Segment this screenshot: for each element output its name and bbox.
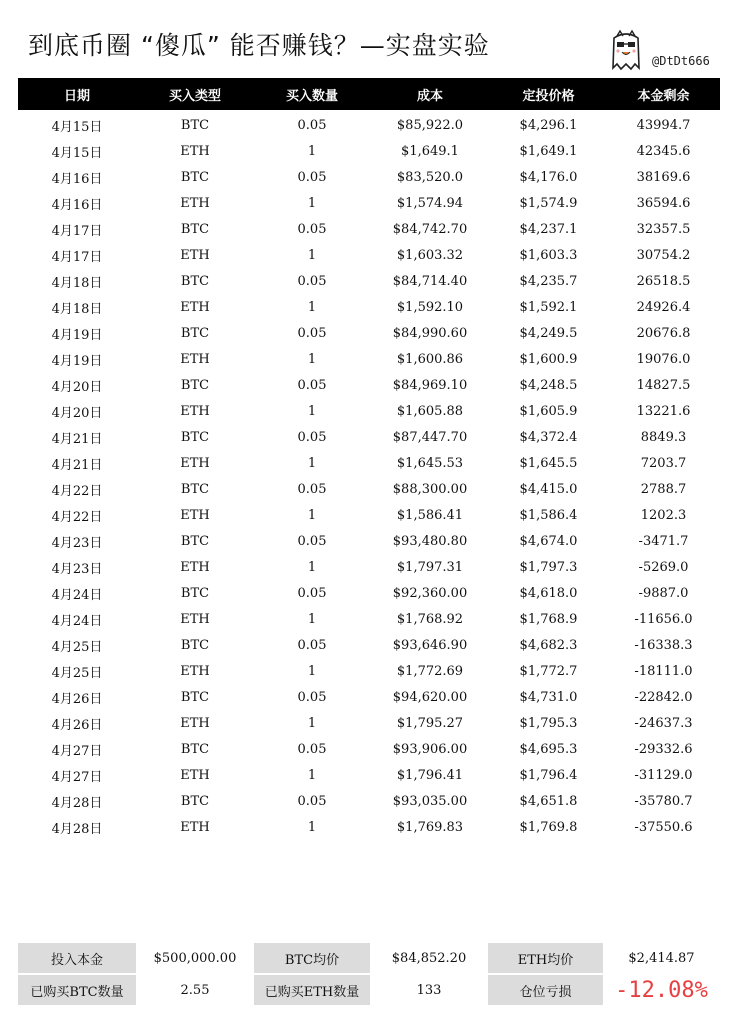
cell-cost: $84,742.70 — [392, 221, 468, 237]
column-header-date: 日期 — [63, 88, 90, 104]
cell-date: 4月20日 — [51, 379, 103, 395]
table-row — [18, 346, 720, 372]
cell-cost: $84,990.60 — [392, 325, 468, 341]
cell-dca-price: $1,586.4 — [519, 507, 578, 523]
cell-dca-price: $4,248.5 — [519, 377, 578, 393]
cell-type: BTC — [180, 689, 210, 705]
cell-dca-price: $1,797.3 — [519, 559, 578, 575]
cell-date: 4月19日 — [51, 327, 103, 343]
cell-cost: $1,592.10 — [396, 299, 464, 315]
table-row — [18, 268, 720, 294]
cell-quantity: 1 — [307, 715, 317, 731]
btc-avg-label: BTC均价 — [254, 943, 370, 973]
cell-cost: $1,645.53 — [396, 455, 464, 471]
cell-quantity: 1 — [307, 559, 317, 575]
table-row — [18, 190, 720, 216]
cell-type: BTC — [180, 533, 210, 549]
cell-quantity: 0.05 — [297, 793, 327, 809]
cell-dca-price: $1,769.8 — [519, 819, 578, 835]
table-row — [18, 710, 720, 736]
cell-remaining: -29332.6 — [634, 741, 693, 757]
cell-cost: $1,586.41 — [396, 507, 464, 523]
cell-dca-price: $4,618.0 — [519, 585, 578, 601]
cell-quantity: 0.05 — [297, 585, 327, 601]
cell-remaining: -5269.0 — [638, 559, 689, 575]
cell-remaining: 32357.5 — [636, 221, 691, 237]
cell-dca-price: $4,372.4 — [519, 429, 578, 445]
eth-avg-label: ETH均价 — [488, 943, 603, 973]
cell-cost: $1,797.31 — [396, 559, 464, 575]
cell-dca-price: $4,651.8 — [519, 793, 578, 809]
cell-dca-price: $1,649.1 — [519, 143, 578, 159]
cell-remaining: -16338.3 — [634, 637, 693, 653]
cell-quantity: 1 — [307, 507, 317, 523]
cell-date: 4月26日 — [51, 691, 103, 707]
cell-dca-price: $4,731.0 — [519, 689, 578, 705]
table-row — [18, 580, 720, 606]
cell-quantity: 0.05 — [297, 689, 327, 705]
cell-type: BTC — [180, 637, 210, 653]
cell-remaining: -24637.3 — [634, 715, 693, 731]
cell-date: 4月25日 — [51, 665, 103, 681]
cell-dca-price: $4,237.1 — [519, 221, 578, 237]
cell-type: BTC — [180, 325, 210, 341]
cell-date: 4月25日 — [51, 639, 103, 655]
cell-cost: $93,646.90 — [392, 637, 468, 653]
cell-remaining: -18111.0 — [634, 663, 693, 679]
cell-type: ETH — [180, 455, 210, 471]
cell-dca-price: $1,645.5 — [519, 455, 578, 471]
cell-cost: $1,769.83 — [396, 819, 464, 835]
cell-quantity: 1 — [307, 195, 317, 211]
cell-quantity: 0.05 — [297, 637, 327, 653]
cell-cost: $1,649.1 — [401, 143, 459, 159]
cell-quantity: 1 — [307, 403, 317, 419]
cell-remaining: 13221.6 — [636, 403, 691, 419]
column-header-dca-price: 定投价格 — [522, 88, 575, 104]
table-header — [18, 78, 720, 110]
cell-type: ETH — [180, 351, 210, 367]
cell-cost: $94,620.00 — [392, 689, 468, 705]
cell-type: ETH — [180, 507, 210, 523]
table-row — [18, 112, 720, 138]
cell-date: 4月17日 — [51, 249, 103, 265]
cell-date: 4月18日 — [51, 275, 103, 291]
table-row — [18, 736, 720, 762]
cell-dca-price: $4,415.0 — [519, 481, 578, 497]
cell-remaining: 24926.4 — [636, 299, 691, 315]
cell-quantity: 1 — [307, 455, 317, 471]
table-row — [18, 476, 720, 502]
cell-dca-price: $1,574.9 — [519, 195, 578, 211]
table-row — [18, 216, 720, 242]
cell-quantity: 0.05 — [297, 117, 327, 133]
cell-date: 4月26日 — [51, 717, 103, 733]
table-body — [18, 112, 720, 840]
cell-date: 4月24日 — [51, 613, 103, 629]
cell-remaining: 2788.7 — [640, 481, 687, 497]
column-header-remaining: 本金剩余 — [637, 88, 690, 104]
cell-quantity: 0.05 — [297, 429, 327, 445]
cell-date: 4月28日 — [51, 821, 103, 837]
cell-remaining: -9887.0 — [638, 585, 689, 601]
cell-remaining: 36594.6 — [636, 195, 691, 211]
cell-date: 4月22日 — [51, 483, 103, 499]
cell-type: BTC — [180, 273, 210, 289]
cell-type: ETH — [180, 143, 210, 159]
cell-cost: $92,360.00 — [392, 585, 468, 601]
table-row — [18, 684, 720, 710]
cell-date: 4月27日 — [51, 743, 103, 759]
cell-cost: $83,520.0 — [396, 169, 464, 185]
cell-dca-price: $4,296.1 — [519, 117, 578, 133]
table-row — [18, 554, 720, 580]
table-row — [18, 294, 720, 320]
cell-date: 4月27日 — [51, 769, 103, 785]
cell-remaining: -11656.0 — [634, 611, 693, 627]
btc-qty-label: 已购买BTC数量 — [18, 975, 136, 1005]
eth-qty-value: 133 — [416, 982, 442, 998]
cell-cost: $1,772.69 — [396, 663, 464, 679]
cell-quantity: 0.05 — [297, 377, 327, 393]
cell-dca-price: $1,768.9 — [519, 611, 578, 627]
cell-dca-price: $4,674.0 — [519, 533, 578, 549]
cell-type: ETH — [180, 819, 210, 835]
table-row — [18, 372, 720, 398]
cell-cost: $93,906.00 — [392, 741, 468, 757]
cell-quantity: 0.05 — [297, 481, 327, 497]
page-header — [0, 0, 740, 76]
cell-date: 4月16日 — [51, 197, 103, 213]
cell-quantity: 1 — [307, 247, 317, 263]
pnl-label: 仓位亏损 — [488, 975, 603, 1005]
cell-dca-price: $1,592.1 — [519, 299, 578, 315]
cell-remaining: -3471.7 — [638, 533, 689, 549]
cell-dca-price: $1,603.3 — [519, 247, 578, 263]
cell-type: ETH — [180, 403, 210, 419]
cell-type: BTC — [180, 117, 210, 133]
cell-date: 4月18日 — [51, 301, 103, 317]
cell-cost: $1,605.88 — [396, 403, 464, 419]
table-row — [18, 450, 720, 476]
cell-date: 4月19日 — [51, 353, 103, 369]
cartoon-ghost-avatar-icon — [609, 28, 643, 72]
cell-cost: $84,714.40 — [392, 273, 468, 289]
cell-cost: $1,796.41 — [396, 767, 464, 783]
cell-remaining: -31129.0 — [634, 767, 693, 783]
principal-value: $500,000.00 — [153, 950, 237, 966]
table-row — [18, 632, 720, 658]
column-header-cost: 成本 — [416, 88, 443, 104]
btc-avg-value: $84,852.20 — [391, 950, 467, 966]
cell-cost: $1,574.94 — [396, 195, 464, 211]
cell-date: 4月15日 — [51, 145, 103, 161]
cell-date: 4月21日 — [51, 457, 103, 473]
cell-dca-price: $4,176.0 — [519, 169, 578, 185]
cell-dca-price: $1,795.3 — [519, 715, 578, 731]
cell-cost: $1,600.86 — [396, 351, 464, 367]
cell-type: BTC — [180, 741, 210, 757]
cell-quantity: 0.05 — [297, 273, 327, 289]
cell-date: 4月24日 — [51, 587, 103, 603]
table-row — [18, 242, 720, 268]
cell-dca-price: $1,796.4 — [519, 767, 578, 783]
cell-dca-price: $1,772.7 — [519, 663, 578, 679]
cell-cost: $1,603.32 — [396, 247, 464, 263]
eth-qty-label: 已购买ETH数量 — [254, 975, 370, 1005]
table-row — [18, 814, 720, 840]
cell-date: 4月15日 — [51, 119, 103, 135]
cell-remaining: 1202.3 — [640, 507, 687, 523]
cell-quantity: 1 — [307, 663, 317, 679]
cell-dca-price: $4,249.5 — [519, 325, 578, 341]
cell-dca-price: $1,605.9 — [519, 403, 578, 419]
cell-type: ETH — [180, 767, 210, 783]
cell-remaining: -35780.7 — [634, 793, 693, 809]
principal-label: 投入本金 — [18, 943, 136, 973]
eth-avg-value: $2,414.87 — [628, 950, 695, 966]
cell-remaining: -37550.6 — [634, 819, 693, 835]
table-row — [18, 788, 720, 814]
btc-qty-value: 2.55 — [180, 982, 210, 998]
cell-quantity: 1 — [307, 819, 317, 835]
cell-quantity: 0.05 — [297, 169, 327, 185]
cell-cost: $88,300.00 — [392, 481, 468, 497]
cell-dca-price: $4,235.7 — [519, 273, 578, 289]
cell-remaining: 42345.6 — [636, 143, 691, 159]
cell-date: 4月28日 — [51, 795, 103, 811]
cell-cost: $1,795.27 — [396, 715, 464, 731]
table-row — [18, 502, 720, 528]
cell-quantity: 0.05 — [297, 741, 327, 757]
cell-type: BTC — [180, 585, 210, 601]
cell-dca-price: $4,695.3 — [519, 741, 578, 757]
cell-date: 4月17日 — [51, 223, 103, 239]
cell-type: BTC — [180, 429, 210, 445]
cell-remaining: 43994.7 — [636, 117, 691, 133]
page-title: 到底币圈 “傻瓜” 能否赚钱？—实盘实验 — [28, 31, 490, 60]
cell-date: 4月21日 — [51, 431, 103, 447]
cell-date: 4月23日 — [51, 535, 103, 551]
cell-quantity: 0.05 — [297, 221, 327, 237]
cell-cost: $93,480.80 — [392, 533, 468, 549]
pnl-value: -12.08% — [615, 977, 708, 1003]
cell-cost: $85,922.0 — [396, 117, 464, 133]
cell-type: BTC — [180, 481, 210, 497]
cell-type: BTC — [180, 169, 210, 185]
table-row — [18, 762, 720, 788]
cell-cost: $87,447.70 — [392, 429, 468, 445]
cell-date: 4月22日 — [51, 509, 103, 525]
column-header-type: 买入类型 — [168, 88, 221, 104]
cell-type: BTC — [180, 377, 210, 393]
table-row — [18, 606, 720, 632]
cell-quantity: 1 — [307, 611, 317, 627]
cell-quantity: 1 — [307, 351, 317, 367]
cell-date: 4月16日 — [51, 171, 103, 187]
summary-panel — [18, 943, 720, 1007]
table-row — [18, 424, 720, 450]
cell-dca-price: $1,600.9 — [519, 351, 578, 367]
cell-remaining: 26518.5 — [636, 273, 691, 289]
cell-remaining: -22842.0 — [634, 689, 693, 705]
cell-cost: $93,035.00 — [392, 793, 468, 809]
cell-type: BTC — [180, 793, 210, 809]
cell-remaining: 8849.3 — [640, 429, 687, 445]
cell-type: ETH — [180, 559, 210, 575]
cell-date: 4月20日 — [51, 405, 103, 421]
cell-quantity: 0.05 — [297, 533, 327, 549]
cell-quantity: 1 — [307, 299, 317, 315]
cell-type: BTC — [180, 221, 210, 237]
cell-remaining: 38169.6 — [636, 169, 691, 185]
table-row — [18, 138, 720, 164]
cell-remaining: 7203.7 — [640, 455, 687, 471]
cell-type: ETH — [180, 715, 210, 731]
cell-quantity: 1 — [307, 767, 317, 783]
cell-remaining: 19076.0 — [636, 351, 691, 367]
cell-type: ETH — [180, 611, 210, 627]
cell-type: ETH — [180, 663, 210, 679]
table-row — [18, 320, 720, 346]
column-header-quantity: 买入数量 — [285, 88, 338, 104]
cell-dca-price: $4,682.3 — [519, 637, 578, 653]
cell-cost: $1,768.92 — [396, 611, 464, 627]
cell-type: ETH — [180, 195, 210, 211]
cell-remaining: 30754.2 — [636, 247, 691, 263]
table-row — [18, 528, 720, 554]
cell-remaining: 20676.8 — [636, 325, 691, 341]
cell-quantity: 0.05 — [297, 325, 327, 341]
cell-type: ETH — [180, 299, 210, 315]
cell-cost: $84,969.10 — [392, 377, 468, 393]
author-handle: @DtDt666 — [652, 54, 710, 68]
cell-remaining: 14827.5 — [636, 377, 691, 393]
cell-date: 4月23日 — [51, 561, 103, 577]
table-row — [18, 164, 720, 190]
cell-quantity: 1 — [307, 143, 317, 159]
cell-type: ETH — [180, 247, 210, 263]
table-row — [18, 398, 720, 424]
table-row — [18, 658, 720, 684]
